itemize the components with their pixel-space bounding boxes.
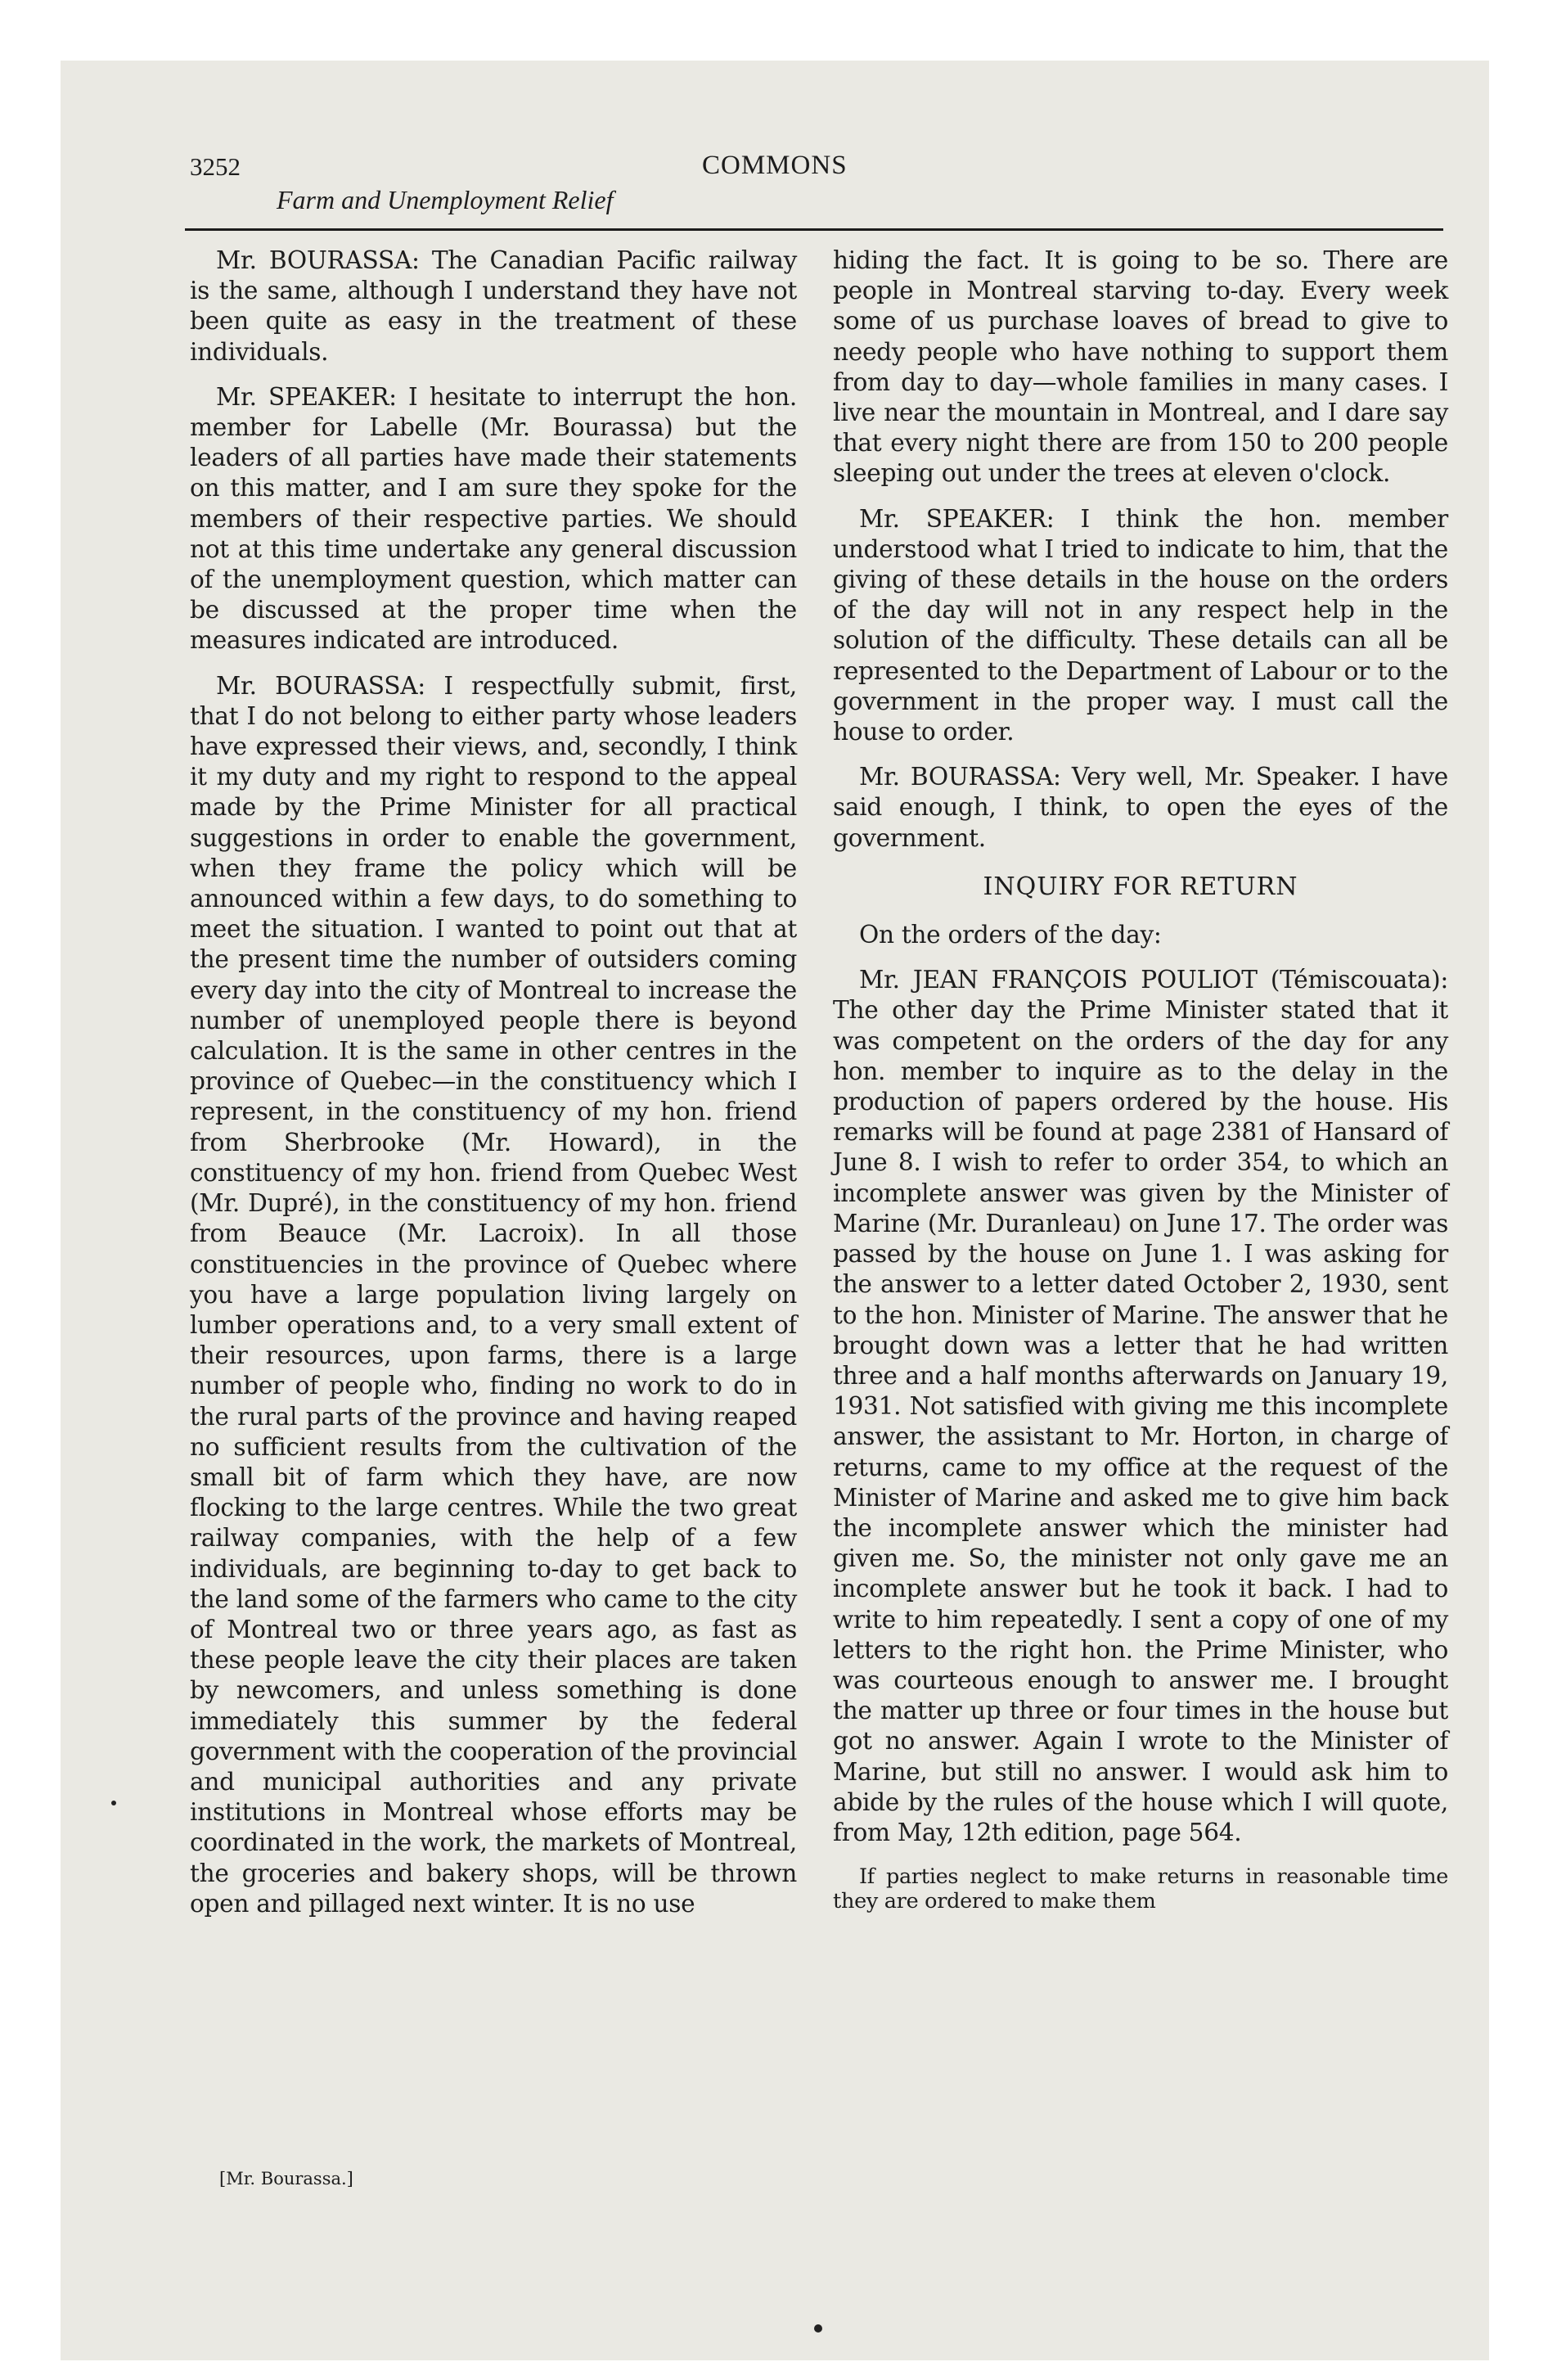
header-rule — [185, 228, 1443, 231]
paragraph: hiding the fact. It is going to be so. There are people in Montreal starving to-day. Every week some of us purchase loaves of bread to give to needy people who have nothing to support them from day to day—whole families in many cases. I live near the mountain in Montreal, and I dare say that every night there are from 150 to 200 people sleeping out under the trees at eleven o'clock. — [833, 246, 1448, 488]
ink-dot — [814, 2324, 822, 2333]
page-title: COMMONS — [702, 151, 848, 180]
paragraph: Mr. SPEAKER: I hesitate to interrupt the hon. member for Labelle (Mr. Bourassa) but the leaders of all parties have made their statements on this matter, and I am sure they spoke for the members of their respective parties. We should not at this time undertake any general discussion of the unemployment question, which matter can be discussed at the proper time when the measures indicated are introduced. — [190, 382, 797, 655]
paragraph: Mr. JEAN FRANÇOIS POULIOT (Témiscouata): The other day the Prime Minister stated that it was competent on the orders of the day for any hon. member to inquire as to the delay in the production of papers ordered by the house. His remarks will be found at page 2381 of Hansard of June 8. I wish to refer to order 354, to which an incomplete answer was given by the Minister of Marine (Mr. Duranleau) on June 17. The order was passed by the house on June 1. I was asking for the answer to a letter dated October 2, 1930, sent to the hon. Minister of Marine. The answer that he brought down was a letter that he had written three and a half months afterwards on January 19, 1931. Not satisfied with giving me this incomplete answer, the assistant to Mr. Horton, in charge of returns, came to my office at the request of the Minister of Marine and asked me to give him back the incomplete answer which the minister had given me. So, the minister not only gave me an incomplete answer but he took it back. I had to write to him repeatedly. I sent a copy of one of my letters to the right hon. the Prime Minister, who was courteous enough to answer me. I brought the matter up three or four times in the house but got no answer. Again I wrote to the Minister of Marine, but still no answer. I would ask him to abide by the rules of the house which I will quote, from May, 12th edition, page 564. — [833, 966, 1448, 1846]
left-column — [190, 246, 797, 1936]
speaker-attribution: [Mr. Bourassa.] — [219, 2169, 353, 2188]
ink-dot — [111, 1801, 116, 1805]
paragraph: Mr. BOURASSA: Very well, Mr. Speaker. I have said enough, I think, to open the eyes of the government. — [833, 763, 1448, 852]
right-column — [833, 246, 1448, 1913]
paragraph: Mr. BOURASSA: The Canadian Pacific railway is the same, although I understand they have not been quite as easy in the treatment of these individuals. — [190, 246, 797, 366]
section-heading: INQUIRY FOR RETURN — [983, 872, 1298, 901]
paragraph: Mr. SPEAKER: I think the hon. member understood what I tried to indicate to him, that the giving of these details in the house on the orders of the day will not in any respect help in the solution of the difficulty. These details can all be represented to the Department of Labour or to the government in the proper way. I must call the house to order. — [833, 504, 1448, 746]
page-number: 3252 — [190, 152, 241, 181]
paragraph: On the orders of the day: — [859, 921, 1162, 949]
rule-quote: If parties neglect to make returns in reasonable time they are ordered to make them — [833, 1864, 1448, 1914]
page-subtitle: Farm and Unemployment Relief — [277, 185, 614, 214]
paragraph: Mr. BOURASSA: I respectfully submit, first, that I do not belong to either party whose leaders have expressed their views, and, secondly, I think it my duty and my right to respond to the appeal made by the Prime Minister for all practical suggestions in order to enable the government, when they frame the policy which will be announced within a few days, to do something to meet the situation. I wanted to point out that at the present time the number of outsiders coming every day into the city of Montreal to increase the number of unemployed people there is beyond calculation. It is the same in other centres in the province of Quebec—in the constituency which I represent, in the constituency of my hon. friend from Sherbrooke (Mr. Howard), in the constituency of my hon. friend from Quebec West (Mr. Dupré), in the constituency of my hon. friend from Beauce (Mr. Lacroix). In all those constituencies in the province of Quebec where you have a large population living largely on lumber operations and, to a very small extent of their resources, upon farms, there is a large number of people who, finding no work to do in the rural parts of the province and having reaped no sufficient results from the cultivation of the small bit of farm which they have, are now flocking to the large centres. While the two great railway companies, with the help of a few individuals, are beginning to-day to get back to the land some of the farmers who came to the city of Montreal two or three years ago, as fast as these people leave the city their places are taken by newcomers, and unless something is done immediately this summer by the federal government with the cooperation of the provincial and municipal authorities and any private institutions in Montreal whose efforts may be coordinated in the work, the markets of Montreal, the groceries and bakery shops, will be thrown open and pillaged next winter. It is no use — [190, 671, 797, 1918]
